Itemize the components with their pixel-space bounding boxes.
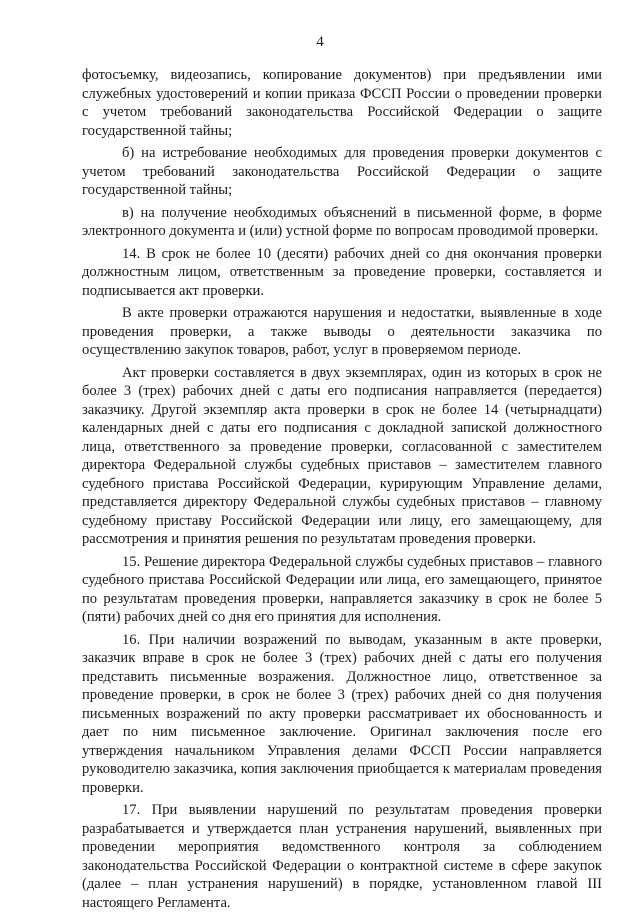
paragraph-item-b: б) на истребование необходимых для проведения проверки документов с учетом требований законодательства Российской Федерации о защите государственной тайны; xyxy=(82,145,602,198)
document-body xyxy=(82,66,602,916)
page-number: 4 xyxy=(316,34,324,50)
paragraph-continuation: фотосъемку, видеозапись, копирование документов) при предъявлении ими служебных удостоверений и копии приказа ФССП России о проведении проверки с учетом требований законодательства Российской Федерации о защите государственной тайны; xyxy=(82,67,602,139)
paragraph-act-contents: В акте проверки отражаются нарушения и недостатки, выявленные в ходе проведения проверки, а также выводы о деятельности заказчика по осуществлению закупок товаров, работ, услуг в проверяемом периоде. xyxy=(82,305,602,358)
paragraph-act-copies: Акт проверки составляется в двух экземплярах, один из которых в срок не более 3 (трех) рабочих дней с даты его подписания направляется (передается) заказчику. Другой экземпляр акта проверки в срок не более 14 (четырнадцати) календарных дней с даты его подписания с докладной запиской должностного лица, ответственного за проведение проверки, согласованной с заместителем директора Федеральной службы судебных приставов – заместителем главного судебного пристава Российской Федерации, курирующим Управление делами, представляется директору Федеральной службы судебных приставов – главному судебному приставу Российской Федерации или лицу, его замещающему, для рассмотрения и принятия решения по результатам проведения проверки. xyxy=(82,364,602,547)
paragraph-17: 17. При выявлении нарушений по результатам проведения проверки разрабатывается и утверждается план устранения нарушений, выявленных при проведении мероприятия ведомственного контроля за соблюдением законодательства Российской Федерации о контрактной системе в сфере закупок (далее – план устранения нарушений) в порядке, установленном главой III настоящего Регламента. xyxy=(82,802,602,911)
paragraph-14: 14. В срок не более 10 (десяти) рабочих дней со дня окончания проверки должностным лицом, ответственным за проведение проверки, составляется и подписывается акт проверки. xyxy=(82,245,602,299)
paragraph-16: 16. При наличии возражений по выводам, указанным в акте проверки, заказчик вправе в срок не более 3 (трех) рабочих дней с даты его получения представить письменные возражения. Должностное лицо, ответственное за проведение проверки, в срок не более 3 (трех) рабочих дней со дня получения письменных возражений по акту проверки рассматривает их обоснованность и дает по ним письменное заключение. Оригинал заключения после его утверждения начальником Управления делами ФССП России направляется руководителю заказчика, копия заключения приобщается к материалам проведения проверки. xyxy=(82,631,602,796)
paragraph-15: 15. Решение директора Федеральной службы судебных приставов – главного судебного пристава Российской Федерации или лица, его замещающего, принятое по результатам проведения проверки, направляется заказчику в срок не более 5 (пяти) рабочих дней со дня его принятия для исполнения. xyxy=(82,553,602,625)
paragraph-item-v: в) на получение необходимых объяснений в письменной форме, в форме электронного документа и (или) устной форме по вопросам проводимой проверки. xyxy=(82,204,602,239)
